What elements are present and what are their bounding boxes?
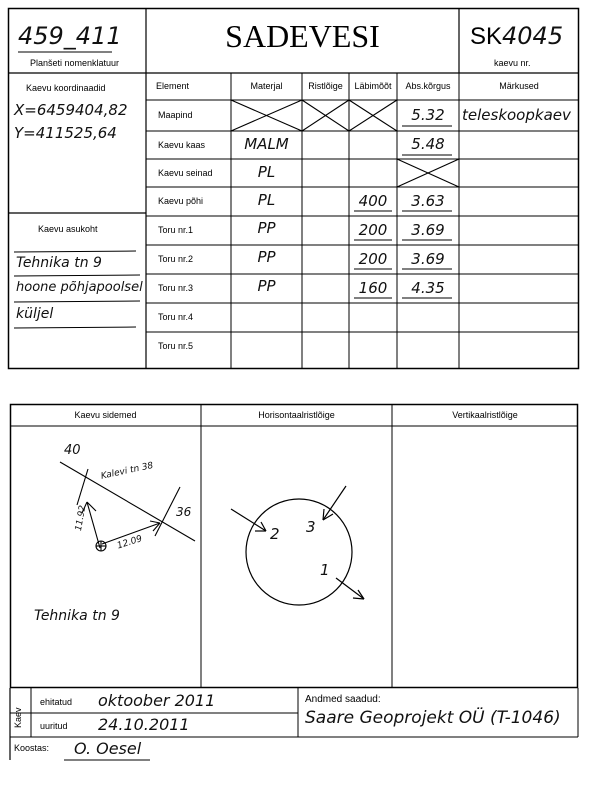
location-label: Kaevu asukoht	[38, 224, 98, 234]
sketch-label-distance-2: 12.09	[116, 534, 144, 552]
sketch-header-vertical: Vertikaalristlõige	[452, 410, 518, 420]
location-line-3: küljel	[16, 306, 54, 322]
sketch-header-links: Kaevu sidemed	[74, 410, 137, 420]
sketch-caption: Tehnika tn 9	[34, 608, 120, 624]
pipe-label-1: 1	[320, 561, 330, 579]
sketch-label-36: 36	[176, 505, 192, 519]
well-number-prefix: SK	[470, 23, 503, 50]
sketch-header-horizontal: Horisontaalristlõige	[258, 410, 335, 420]
table-row-element: Toru nr.4	[158, 312, 194, 322]
table-row-material: PP	[257, 219, 276, 237]
table-row-abs: 5.48	[411, 135, 445, 153]
table-row-diameter: 160	[358, 279, 388, 297]
coordinate-y: Y=411525,64	[14, 124, 117, 142]
col-header-diameter: Läbimõõt	[354, 81, 392, 91]
pipe-label-3: 3	[306, 518, 316, 536]
nomenclature-value: 459_411	[18, 22, 122, 50]
location-line-1: Tehnika tn 9	[16, 255, 102, 271]
sketch-label-street: Kalevi tn 38	[100, 460, 155, 482]
table-row-material: PL	[257, 191, 276, 209]
col-header-element: Element	[156, 81, 190, 91]
table-row-abs: 3.63	[411, 192, 445, 210]
surveyed-value: 24.10.2011	[98, 715, 190, 734]
col-header-notes: Märkused	[499, 81, 539, 91]
table-row-material: PP	[257, 248, 276, 266]
table-row-material: PL	[257, 163, 276, 181]
well-number-value: 4045	[502, 22, 564, 50]
table-row-notes: teleskoopkaev	[462, 106, 571, 124]
coordinates-label: Kaevu koordinaadid	[26, 83, 106, 93]
table-row-element: Kaevu seinad	[158, 168, 213, 178]
footer-side-label: Kaev	[13, 707, 23, 728]
table-row-abs: 3.69	[411, 221, 445, 239]
well-number-label: kaevu nr.	[494, 58, 531, 68]
table-row-diameter: 400	[358, 192, 388, 210]
author-label: Koostas:	[14, 743, 50, 753]
built-value: oktoober 2011	[98, 691, 216, 710]
nomenclature-label: Planšeti nomenklatuur	[30, 58, 120, 68]
table-row-element: Kaevu kaas	[158, 140, 206, 150]
page-title: SADEVESI	[225, 18, 380, 54]
pipe-label-2: 2	[270, 525, 280, 543]
table-row-abs: 4.35	[411, 279, 445, 297]
table-row-element: Toru nr.1	[158, 225, 194, 235]
table-row-element: Toru nr.5	[158, 341, 194, 351]
table-row-element: Toru nr.2	[158, 254, 194, 264]
sketch-label-40: 40	[64, 443, 81, 458]
table-row-diameter: 200	[358, 221, 388, 239]
table-row-element: Kaevu põhi	[158, 196, 204, 206]
table-row-abs: 3.69	[411, 250, 445, 268]
data-source-value: Saare Geoprojekt OÜ (T-1046)	[305, 708, 561, 728]
table-row-element: Maapind	[158, 110, 193, 120]
col-header-material: Materjal	[250, 81, 283, 91]
well-number	[470, 22, 563, 51]
table-row-element: Toru nr.3	[158, 283, 194, 293]
coordinate-x: X=6459404,82	[14, 101, 128, 119]
table-row-abs: 5.32	[411, 106, 445, 124]
data-source-label: Andmed saadud:	[305, 694, 381, 705]
location-line-2: hoone põhjapoolsel	[16, 280, 143, 295]
table-row-material: PP	[257, 277, 276, 295]
sketch-label-distance-1: 11.92	[74, 504, 89, 532]
col-header-section: Ristlõige	[308, 81, 343, 91]
table-row-material: MALM	[244, 135, 289, 153]
col-header-abs-height: Abs.kõrgus	[405, 81, 451, 91]
surveyed-label: uuritud	[40, 721, 68, 731]
author-value: O. Oesel	[74, 739, 142, 758]
built-label: ehitatud	[40, 697, 73, 707]
table-row-diameter: 200	[358, 250, 388, 268]
